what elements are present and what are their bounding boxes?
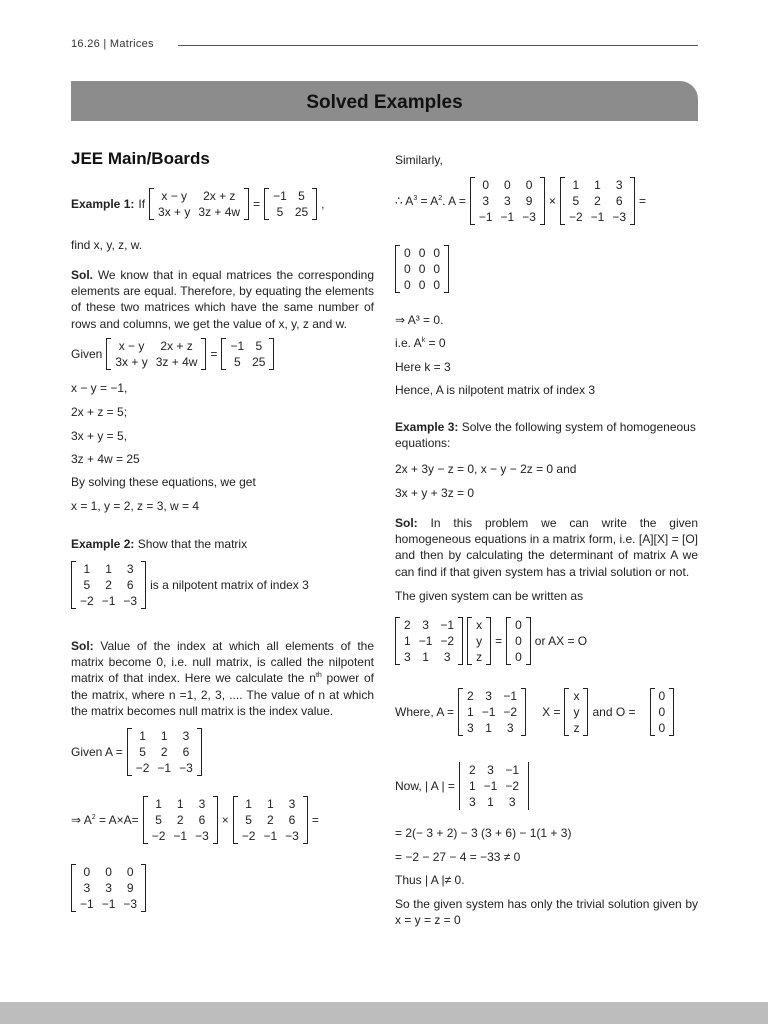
given-equation (71, 338, 274, 370)
matrix-cell: 1 (404, 634, 411, 648)
matrix-cell: −1 (80, 897, 94, 911)
nilpotent-claim: is a nilpotent matrix of index 3 (150, 577, 309, 592)
matrix-table (400, 245, 444, 293)
or-ax-text: or AX = O (534, 633, 588, 648)
matrix-cell: 1 (468, 779, 476, 793)
hence-line: Hence, A is nilpotent matrix of index 3 (395, 383, 596, 397)
matrix-cell: 6 (126, 578, 134, 592)
matrix (467, 617, 491, 665)
matrix-cell: y (573, 705, 580, 719)
matrix-cell: 1 (105, 562, 112, 576)
matrix-table (475, 177, 540, 225)
matrix-cell: 0 (433, 278, 441, 292)
matrix-cell: 0 (515, 618, 522, 632)
matrix-cell: 0 (515, 634, 522, 648)
matrix (458, 688, 526, 736)
matrix-table (569, 688, 583, 736)
equation-line: 2x + z = 5; (71, 405, 128, 419)
matrix-cell: 3 (404, 650, 411, 664)
matrix-cell: −3 (522, 210, 536, 224)
where-definitions (395, 688, 674, 736)
matrix-table (511, 617, 526, 665)
solving-text: By solving these equations, we get (71, 475, 256, 489)
equation-line: 3x + y = 5, (71, 429, 128, 443)
x-label: X = (542, 704, 561, 719)
matrix-cell: y (476, 634, 483, 648)
matrix-cell: −1 (101, 897, 116, 911)
superscript: th (315, 672, 322, 680)
example-2-body: Show that the matrix (134, 537, 248, 551)
system-matrix-equation (395, 617, 587, 665)
matrix-cell: 2x + z (160, 339, 193, 353)
det-calc-2: = −2 − 27 − 4 = −33 ≠ 0 (395, 850, 521, 864)
solution-3-text (395, 515, 698, 580)
matrix-cell: −2 (151, 829, 166, 843)
matrix-cell: 0 (404, 246, 411, 260)
matrix-cell: 3 (443, 650, 451, 664)
example-2-statement (71, 536, 247, 552)
matrix (221, 338, 274, 370)
matrix-cell: 0 (515, 650, 522, 664)
matrix-cell: 3 (126, 562, 134, 576)
matrix-cell: x − y (118, 339, 145, 353)
matrix-cell: 2 (467, 689, 474, 703)
matrix-cell: 3 (198, 797, 206, 811)
a-cubed-zero: ⇒ A³ = 0. (395, 313, 444, 327)
matrix-cell: z (573, 721, 580, 735)
footer-bar (0, 1002, 768, 1024)
solution-label: Sol. (71, 268, 94, 282)
determinant-line (395, 762, 529, 810)
matrix-cell: 1 (572, 178, 580, 192)
example-2-label: Example 2: (71, 537, 135, 551)
matrix-table (111, 338, 201, 370)
matrix-cell: 0 (126, 865, 134, 879)
matrix-cell: 25 (252, 355, 266, 369)
matrix-cell: 1 (487, 795, 494, 809)
matrix-cell: 3 (482, 194, 490, 208)
matrix-cell: 1 (160, 729, 168, 743)
matrix-cell: −2 (505, 779, 519, 793)
matrix (233, 796, 308, 844)
matrix-cell: −3 (195, 829, 209, 843)
example-3-statement (395, 419, 698, 451)
matrix-cell: 1 (155, 797, 162, 811)
example-3-label: Example 3: (395, 420, 459, 434)
banner-title: Solved Examples (306, 92, 463, 113)
matrix (106, 338, 206, 370)
matrix (506, 617, 531, 665)
matrix-cell: 2 (404, 618, 411, 632)
matrix (650, 688, 675, 736)
matrix-cell: 1 (594, 178, 601, 192)
matrix-table (472, 617, 486, 665)
equation-line: x − y = −1, (71, 381, 128, 395)
example-3-eq1: 2x + 3y − z = 0, x − y − 2z = 0 and (395, 462, 577, 476)
matrix-cell: 5 (572, 194, 580, 208)
matrix-cell: 9 (525, 194, 533, 208)
matrix-cell: −1 (590, 210, 605, 224)
matrix-cell: 2 (468, 763, 476, 777)
matrix-cell: 0 (418, 246, 426, 260)
matrix-table (565, 177, 630, 225)
matrix-cell: 3 (468, 795, 476, 809)
matrix-cell: 0 (504, 178, 511, 192)
matrix-cell: x (476, 618, 483, 632)
matrix-cell: 3 (485, 689, 492, 703)
matrix-cell: −1 (503, 689, 518, 703)
matrix-cell: 2 (160, 745, 168, 759)
matrix-cell: 9 (126, 881, 134, 895)
matrix-cell: −2 (568, 210, 583, 224)
matrix (560, 177, 635, 225)
matrix-table (269, 188, 312, 220)
matrix-cell: −1 (505, 763, 519, 777)
matrix-table (465, 762, 523, 810)
matrix (71, 561, 146, 609)
matrix-table (463, 688, 521, 736)
solution-1-text (71, 267, 374, 332)
comma: , (321, 196, 325, 211)
matrix-table (400, 617, 458, 665)
matrix-table (226, 338, 269, 370)
matrix (149, 188, 249, 220)
matrix (127, 728, 202, 776)
matrix-cell: 6 (182, 745, 190, 759)
a-squared-result (71, 864, 146, 912)
matrix-cell: 3x + y (115, 355, 148, 369)
matrix-cell: 0 (404, 278, 411, 292)
times-sign: × (548, 193, 556, 208)
conclusion-text: So the given system has only the trivial solution given by x = y = z = 0 (395, 897, 698, 928)
matrix-cell: x (573, 689, 580, 703)
matrix-table (76, 864, 141, 912)
matrix-cell: 5 (255, 339, 263, 353)
matrix-cell: 1 (245, 797, 252, 811)
matrix-cell: 1 (266, 797, 274, 811)
matrix-cell: 0 (658, 705, 666, 719)
result-line: x = 1, y = 2, z = 3, w = 4 (71, 499, 200, 513)
solution-label: Sol: (71, 639, 94, 653)
matrix-cell: −1 (481, 705, 496, 719)
matrix-table (148, 796, 213, 844)
matrix-cell: 3 (83, 881, 91, 895)
matrix-cell: 1 (485, 721, 492, 735)
a-squared-line (71, 796, 319, 844)
matrix (143, 796, 218, 844)
matrix-cell: −1 (101, 594, 116, 608)
solution-body: Value of the index at which all elements of the matrix become 0, i.e. null matrix, is called the nilpotent matrix of that index. Here we calculate the n (71, 639, 374, 686)
matrix-cell: 3x + y (158, 205, 191, 219)
times-sign: × (221, 812, 229, 827)
thus-line: Thus | A |≠ 0. (395, 873, 465, 887)
matrix-cell: 5 (83, 578, 91, 592)
matrix-cell: x − y (161, 189, 188, 203)
matrix-cell: 5 (139, 745, 146, 759)
det-calc-1: = 2(− 3 + 2) − 3 (3 + 6) − 1(1 + 3) (395, 826, 572, 840)
matrix-cell: 0 (482, 178, 490, 192)
matrix-table (238, 796, 303, 844)
matrix-cell: 1 (176, 797, 184, 811)
a-cubed-line (395, 177, 646, 225)
equals-sign: = (639, 193, 647, 208)
matrix-cell: 3 (105, 881, 112, 895)
matrix-table (154, 188, 244, 220)
given-a-label: Given A = (71, 744, 123, 759)
matrix (564, 688, 588, 736)
similarly-text: Similarly, (395, 153, 443, 167)
matrix-cell: 3 (504, 194, 511, 208)
matrix-cell: 0 (433, 246, 441, 260)
matrix-cell: 1 (467, 705, 474, 719)
matrix-cell: −2 (135, 761, 150, 775)
equals-sign: = (495, 633, 503, 648)
matrix-cell: z (476, 650, 483, 664)
matrix-cell: 1 (139, 729, 146, 743)
matrix (71, 864, 146, 912)
matrix-table (132, 728, 197, 776)
matrix-cell: −1 (157, 761, 172, 775)
example-1-label: Example 1: (71, 196, 135, 211)
matrix-cell: 0 (658, 721, 666, 735)
a-cubed-label: ∴ $A^3 = A^2$. A = (395, 193, 466, 208)
example-1-statement (71, 188, 325, 220)
matrix-cell: −3 (179, 761, 193, 775)
header-rule (178, 45, 698, 46)
matrix-cell: 3z + 4w (198, 205, 241, 219)
solution-body: In this problem we can write the given homogeneous equations in a matrix form, i.e. [A][X] = [O] and then by calculating the determinant of matrix A we can find if that given system has a trivial solution or not. (395, 516, 698, 579)
matrix-cell: 5 (276, 205, 284, 219)
matrix-cell: 5 (233, 355, 241, 369)
matrix-cell: −2 (503, 705, 518, 719)
matrix-cell: 3 (422, 618, 429, 632)
matrix-cell: 2 (176, 813, 184, 827)
matrix (470, 177, 545, 225)
here-k-line: Here k = 3 (395, 360, 451, 374)
matrix-cell: −1 (263, 829, 278, 843)
equation-line: 3z + 4w = 25 (71, 452, 140, 466)
matrix-cell: −1 (478, 210, 493, 224)
matrix-cell: 0 (433, 262, 441, 276)
solution-body: We know that in equal matrices the corresponding elements are equal. Therefore, by equating the elements of these two matrices which have the same number of rows and columns, we get the value of x, y, z and w. (71, 268, 374, 331)
matrix-cell: −1 (418, 634, 433, 648)
matrix-cell: 0 (658, 689, 666, 703)
matrix-cell: 25 (294, 205, 309, 219)
matrix-cell: 6 (615, 194, 623, 208)
matrix-cell: 2 (594, 194, 601, 208)
where-a-label: Where, A = (395, 704, 455, 719)
determinant (459, 762, 529, 810)
matrix-cell: −3 (612, 210, 626, 224)
example-1-task: find x, y, z, w. (71, 238, 143, 252)
example-3-eq2: 3x + y + 3z = 0 (395, 486, 475, 500)
equals-sign: = (210, 346, 218, 361)
matrix-cell: 5 (245, 813, 252, 827)
matrix-cell: −1 (173, 829, 188, 843)
solution-2-text (71, 638, 374, 719)
section-heading: JEE Main/Boards (71, 149, 210, 168)
matrix-cell: 1 (83, 562, 91, 576)
if-word: If (138, 196, 146, 211)
matrix-cell: 0 (418, 262, 426, 276)
matrix-cell: 3 (506, 721, 514, 735)
ie-line: i.e. $A^k = 0$ (395, 336, 446, 350)
matrix-cell: 0 (105, 865, 112, 879)
matrix-cell: 3 (615, 178, 623, 192)
matrix-cell: 3z + 4w (155, 355, 198, 369)
matrix-table (76, 561, 141, 609)
matrix-cell: −2 (80, 594, 94, 608)
matrix-cell: −2 (241, 829, 256, 843)
matrix-table (655, 688, 670, 736)
written-as-text: The given system can be written as (395, 589, 584, 603)
example-3-body: Solve the following system of homogeneous equations: (395, 420, 696, 451)
a-squared-label: ⇒ $A^2 = A\times A=$ (71, 812, 139, 827)
matrix-cell: 2x + z (203, 189, 236, 203)
matrix-cell: −3 (123, 594, 138, 608)
matrix-cell: 3 (467, 721, 474, 735)
det-label: Now, | A | = (395, 778, 455, 793)
matrix-cell: −1 (273, 189, 287, 203)
matrix-cell: 5 (155, 813, 162, 827)
running-header: 16.26 | Matrices (71, 38, 154, 50)
matrix-cell: −1 (230, 339, 245, 353)
matrix-cell: −3 (285, 829, 299, 843)
matrix-cell: 3 (487, 763, 494, 777)
matrix-cell: −3 (123, 897, 138, 911)
matrix-cell: 3 (288, 797, 296, 811)
solution-label: Sol: (395, 516, 418, 530)
matrix-cell: 5 (298, 189, 305, 203)
matrix-cell: −2 (440, 634, 455, 648)
matrix-cell: 0 (525, 178, 533, 192)
equals-sign: = (311, 812, 319, 827)
zero-matrix-result (395, 245, 449, 293)
matrix-cell: 3 (508, 795, 516, 809)
example-2-matrix-line (71, 561, 309, 609)
o-label: and O = (592, 704, 636, 719)
matrix (395, 617, 463, 665)
matrix-cell: 1 (422, 650, 429, 664)
matrix-cell: 2 (266, 813, 274, 827)
matrix-cell: 2 (105, 578, 112, 592)
matrix-cell: 6 (288, 813, 296, 827)
given-word: Given (71, 346, 103, 361)
solution-body-cont: power of the matrix, where n =1, 2, 3, .... The value of n at which the matrix becomes null matrix is the index value. (71, 671, 375, 718)
matrix-cell: 0 (404, 262, 411, 276)
matrix-cell: −1 (483, 779, 498, 793)
matrix-cell: 3 (182, 729, 190, 743)
matrix-cell: 0 (418, 278, 426, 292)
matrix (264, 188, 317, 220)
matrix (395, 245, 449, 293)
matrix-cell: 0 (83, 865, 91, 879)
matrix-cell: −1 (500, 210, 515, 224)
matrix-cell: 6 (198, 813, 206, 827)
matrix-cell: −1 (440, 618, 455, 632)
equals-sign: = (253, 196, 261, 211)
given-a-line (71, 728, 202, 776)
